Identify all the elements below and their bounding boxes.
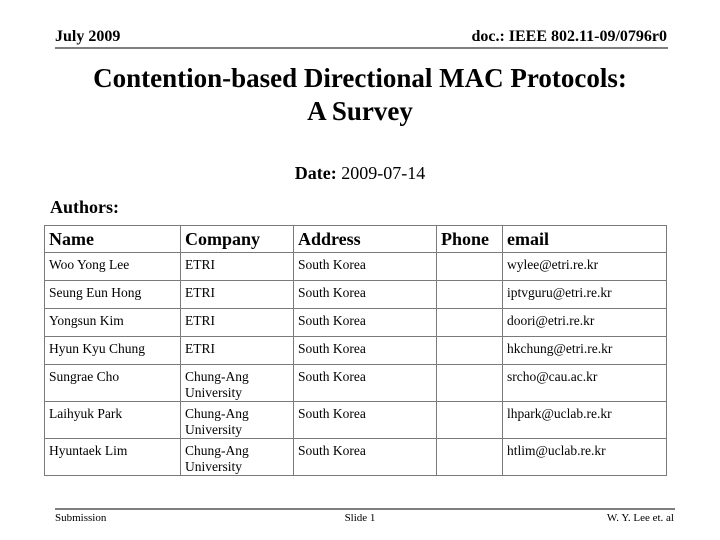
cell-company: ETRI (181, 281, 294, 309)
table-row (45, 365, 667, 402)
cell-phone (437, 253, 503, 281)
header-doc-id: doc.: IEEE 802.11-09/0796r0 (471, 28, 667, 45)
cell-phone (437, 281, 503, 309)
column-header-address: Address (294, 226, 437, 253)
cell-name: Laihyuk Park (45, 402, 181, 439)
cell-address: South Korea (294, 281, 437, 309)
cell-phone (437, 402, 503, 439)
authors-table (44, 225, 667, 476)
cell-company: ETRI (181, 253, 294, 281)
cell-name: Woo Yong Lee (45, 253, 181, 281)
date-line (0, 163, 720, 184)
cell-company: Chung-Ang University (181, 365, 294, 402)
title-line-2: A Survey (307, 96, 413, 126)
cell-phone (437, 365, 503, 402)
authors-heading: Authors: (50, 197, 120, 217)
date-label: Date: (294, 163, 337, 183)
cell-email: htlim@uclab.re.kr (503, 439, 667, 476)
column-header-email: email (503, 226, 667, 253)
cell-phone (437, 309, 503, 337)
table-row (45, 439, 667, 476)
slide-title (0, 62, 720, 128)
cell-name: Seung Eun Hong (45, 281, 181, 309)
cell-name: Hyuntaek Lim (45, 439, 181, 476)
cell-name: Yongsun Kim (45, 309, 181, 337)
cell-phone (437, 337, 503, 365)
title-line-1: Contention-based Directional MAC Protocols: (93, 63, 627, 93)
table-row (45, 253, 667, 281)
column-header-phone: Phone (437, 226, 503, 253)
cell-email: wylee@etri.re.kr (503, 253, 667, 281)
cell-email: doori@etri.re.kr (503, 309, 667, 337)
cell-company: ETRI (181, 337, 294, 365)
column-header-company: Company (181, 226, 294, 253)
table-row (45, 281, 667, 309)
cell-address: South Korea (294, 365, 437, 402)
cell-email: lhpark@uclab.re.kr (503, 402, 667, 439)
header-divider (55, 47, 668, 49)
cell-name: Hyun Kyu Chung (45, 337, 181, 365)
cell-name: Sungrae Cho (45, 365, 181, 402)
header-date: July 2009 (55, 28, 121, 45)
footer-author: W. Y. Lee et. al (606, 512, 674, 524)
cell-address: South Korea (294, 402, 437, 439)
cell-email: srcho@cau.ac.kr (503, 365, 667, 402)
footer-submission: Submission (55, 512, 107, 524)
footer-divider (55, 508, 675, 510)
footer-slide-number: Slide 1 (344, 512, 376, 524)
cell-address: South Korea (294, 337, 437, 365)
cell-company: Chung-Ang University (181, 439, 294, 476)
table-row (45, 402, 667, 439)
date-value: 2009-07-14 (341, 163, 426, 183)
cell-company: Chung-Ang University (181, 402, 294, 439)
cell-address: South Korea (294, 309, 437, 337)
cell-phone (437, 439, 503, 476)
table-row (45, 309, 667, 337)
table-header-row (45, 226, 667, 253)
cell-email: iptvguru@etri.re.kr (503, 281, 667, 309)
cell-email: hkchung@etri.re.kr (503, 337, 667, 365)
table-row (45, 337, 667, 365)
column-header-name: Name (45, 226, 181, 253)
cell-address: South Korea (294, 253, 437, 281)
cell-address: South Korea (294, 439, 437, 476)
cell-company: ETRI (181, 309, 294, 337)
